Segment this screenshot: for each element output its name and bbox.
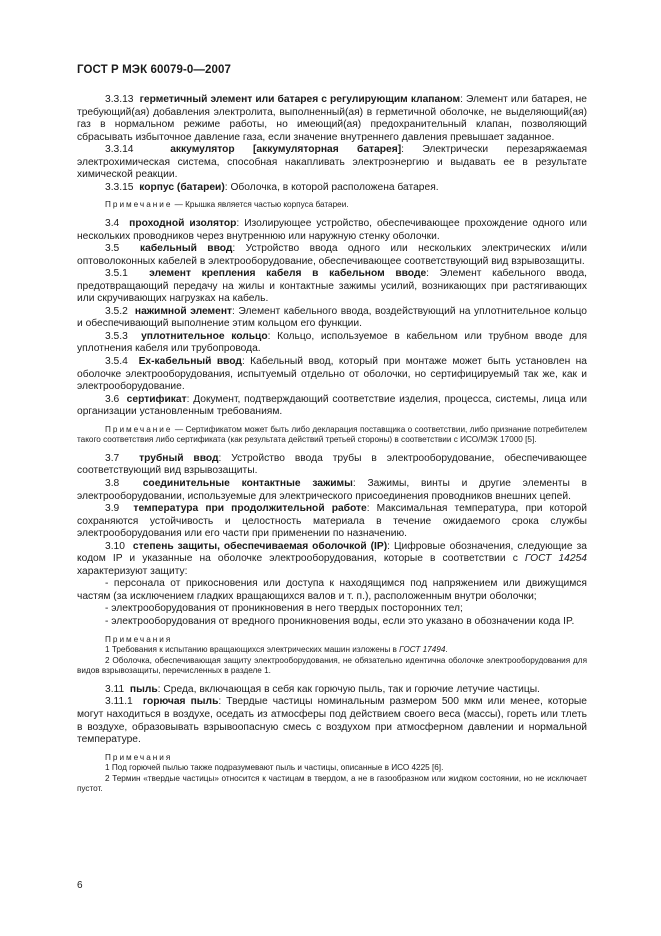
term-number: 3.5.4 — [105, 355, 128, 367]
term-definition: : Кольцо, используемое в кабельном или трубном вводе для уплотнения кабеля или трубопровода. — [77, 330, 587, 355]
term-definition: : Элемент кабельного ввода, предотвращающий передачу на жилы и контактные зажимы усилий, возникающих при растягивающих или скручивающих нагрузках на кабель. — [77, 268, 587, 305]
term-title: элемент крепления кабеля в кабельном вводе — [149, 268, 427, 280]
note-label: Примечание — [105, 424, 173, 434]
term-definition: : Устройство ввода трубы в электрооборудование, обеспечивающее соответствующий вид взрывозащиты. — [77, 452, 588, 477]
list-item: - персонала от прикосновения или доступа к находящимся под напряжением или движущимся частям (за исключением гладких вращающихся валов и т. п.), расположенным внутри оболочки; — [77, 578, 587, 602]
list-item: - электрооборудования от проникновения в него твердых посторонних тел; — [105, 603, 463, 615]
term-3-11-1 — [77, 696, 587, 746]
term-title: трубный ввод — [139, 452, 219, 464]
term-number: 3.3.13 — [105, 94, 134, 105]
term-3-9 — [77, 503, 587, 541]
term-3-5-2 — [77, 306, 587, 331]
term-definition: : Среда, включающая в себя как горючую пыль, так и горючие летучие частицы. — [157, 683, 540, 695]
note-text: 1 Требования к испытанию вращающихся электрических машин изложены в — [105, 645, 400, 655]
note-4-1: 1 Под горючей пылью также подразумевают пыль и частицы, описанные в ИСО 4225 [6]. — [105, 763, 444, 773]
list-item: - электрооборудования от вредного проникновения воды, если это указано в обозначении кода IP. — [105, 616, 575, 628]
term-title: герметичный элемент или батарея с регулирующим клапаном — [139, 94, 461, 105]
term-title: соединительные контактные зажимы — [142, 478, 353, 489]
document-header: ГОСТ Р МЭК 60079-0—2007 — [77, 64, 231, 76]
term-3-5 — [77, 243, 587, 268]
term-number: 3.11.1 — [105, 696, 133, 708]
term-3-3-13 — [77, 94, 587, 144]
term-definition: : Изолирующее устройство, обеспечивающее прохождение одного или нескольких проводников через внутреннюю или наружную стенку оболочки. — [77, 217, 587, 242]
term-number: 3.3.15 — [105, 181, 134, 193]
term-title: Ex-кабельный ввод — [138, 355, 242, 367]
term-3-10 — [77, 541, 587, 579]
term-title: нажимной элемент — [134, 305, 233, 317]
note-4-2: 2 Термин «твердые частицы» относится к частицам в твердом, а не в газообразном или жидком состоянии, но не исключает пустот. — [77, 773, 587, 794]
note-3-2: 2 Оболочка, обеспечивающая защиту электрооборудования, не обязательно идентична оболочке электрооборудования для видов взрывозащиты, перечисленных в разделе 1. — [77, 655, 587, 676]
term-3-5-3 — [77, 331, 587, 356]
term-3-6 — [77, 394, 587, 419]
note-1 — [77, 200, 587, 211]
term-title: уплотнительное кольцо — [141, 330, 268, 342]
note-text-end: . — [445, 645, 448, 655]
term-number: 3.5.2 — [105, 305, 128, 317]
note-3-1 — [77, 645, 587, 656]
term-definition: : Максимальная температура, при которой сохраняются устойчивость и целостность материала в течение ожидаемого срока службы электрооборудования или его части при применении по назначению. — [77, 503, 587, 540]
term-3-8 — [77, 478, 587, 503]
term-number: 3.9 — [105, 503, 120, 515]
term-definition: : Зажимы, винты и другие элементы в электрооборудовании, используемые для электрического присоединения проводников внешних цепей. — [77, 478, 587, 502]
term-number: 3.10 — [105, 540, 125, 552]
term-3-4 — [77, 218, 587, 243]
term-definition: : Устройство ввода одного или нескольких электрических и/или оптоволоконных кабелей в электрооборудование, обеспечивающее соответствующий вид взрывозащиты. — [77, 243, 587, 267]
term-definition: : Кабельный ввод, который при монтаже может быть установлен на оболочке электрооборудования, испытуемый отдельно от оболочки, но сертифицируемый так же, как и электрооборудование. — [77, 355, 588, 393]
term-3-11 — [77, 684, 587, 697]
term-3-3-14 — [77, 144, 587, 182]
term-number: 3.5.1 — [105, 268, 128, 280]
term-title: пыль — [129, 683, 158, 695]
term-3-5-4 — [77, 356, 587, 394]
note-text: — Крышка является частью корпуса батареи. — [172, 200, 349, 210]
term-title: степень защиты, обеспечиваемая оболочкой (IP) — [132, 540, 388, 552]
document-body — [77, 94, 587, 795]
term-definition: : Твердые частицы номинальным размером 500 мкм или менее, которые могут находиться в воздухе, оседать из атмосферы под действием своего веса (массы), гореть или тлеть в воздухе, образовывать взрывоопасную смесь с воздухом при атмосферном давлении и нормальной температуре. — [77, 696, 587, 746]
term-title: аккумулятор [аккумуляторная батарея] — [170, 144, 402, 156]
term-definition: : Оболочка, в которой расположена батарея. — [224, 181, 439, 193]
term-title: корпус (батареи) — [139, 181, 225, 193]
term-number: 3.4 — [105, 217, 120, 229]
term-definition-end: характеризуют защиту: — [77, 565, 188, 577]
term-definition: : Электрически перезаряжаемая электрохимическая система, способная накапливать электроэнергию и выдавать ее в результате химической реакции. — [77, 144, 587, 181]
term-number: 3.5 — [105, 243, 120, 255]
term-3-5-1 — [77, 268, 587, 306]
term-number: 3.7 — [105, 452, 120, 464]
page-number: 6 — [77, 880, 83, 891]
term-title: температура при продолжительной работе — [133, 503, 367, 515]
standard-reference: ГОСТ 17494 — [399, 645, 446, 655]
notes-label: Примечания — [105, 634, 173, 644]
term-title: кабельный ввод — [140, 243, 233, 255]
note-text: — Сертификатом может быть либо декларация поставщика о соответствии, либо признание потребителем такого соответствия либо сертификата (как результата действий третьей стороны) в соответствии с ИСО/МЭК 17000 [5]. — [77, 424, 587, 445]
term-number: 3.8 — [105, 478, 120, 489]
note-label: Примечание — [105, 200, 173, 210]
term-definition: : Элемент кабельного ввода, воздействующий на уплотнительное кольцо и обеспечивающий выполнение этим кольцом его функции. — [77, 305, 587, 330]
notes-label: Примечания — [105, 752, 173, 762]
term-number: 3.3.14 — [105, 144, 134, 156]
term-number: 3.5.3 — [105, 330, 128, 342]
note-2 — [77, 425, 587, 446]
standard-reference: ГОСТ 14254 — [524, 553, 587, 565]
notes-4-heading — [77, 753, 587, 764]
term-3-3-15 — [77, 182, 587, 195]
term-definition: : Элемент или батарея, не требующий(ая) добавления электролита, выполненный(ая) в герметичной оболочке, не выделяющий(ая) газ в нормальном режиме работы, но имеющий(ая) предохранительный клапан, позволяющий сбрасывать избыточное давление газа, если значение внутреннего давления превышает заданное. — [77, 94, 587, 143]
term-3-7 — [77, 453, 587, 478]
term-title: проходной изолятор — [129, 217, 237, 229]
term-title: сертификат — [126, 393, 187, 405]
term-definition: : Документ, подтверждающий соответствие изделия, процесса, системы, лица или организации установленным требованиям. — [77, 393, 587, 418]
term-number: 3.11 — [105, 683, 125, 695]
term-number: 3.6 — [105, 393, 120, 405]
term-title: горючая пыль — [142, 696, 219, 708]
term-definition: : Цифровые обозначения, следующие за кодом IP и указанные на оболочке электрооборудования, которые в соответствии с — [77, 540, 587, 565]
notes-3-heading — [77, 635, 587, 646]
